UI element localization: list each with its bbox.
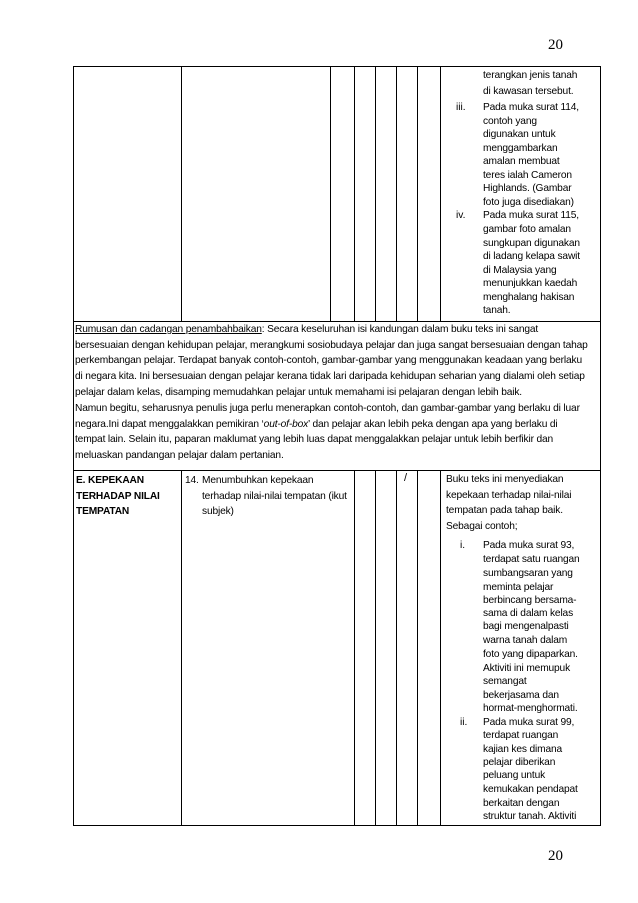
criterion-line: terhadap nilai-nilai tempatan (ikut (202, 491, 347, 502)
rumusan-line: Namun begitu, seharusnya penulis juga perlu menerapkan contoh-contoh, dan gambar-gambar yang berlaku di luar (75, 403, 580, 414)
item-ii-line: Pada muka surat 99, (483, 716, 575, 728)
item-i-line: warna tanah dalam (483, 635, 568, 647)
item-ii-line: kemukakan pendapat (483, 784, 578, 796)
rumusan-italic-term: out-of-box (263, 418, 309, 430)
rumusan-text: : Secara keseluruhan isi kandungan dalam buku teks ini sangat (261, 324, 539, 335)
item-iii-line: contoh yang (483, 115, 537, 127)
item-ii-tail-line: di kawasan tersebut. (483, 86, 574, 97)
item-iv-line: menunjukkan kaedah (483, 278, 578, 290)
item-iv-line: gambar foto amalan (483, 224, 571, 235)
item-i-line: semangat (483, 675, 527, 687)
col-divider (440, 66, 441, 321)
item-iii-number: iii. (456, 102, 466, 113)
table-top-border (73, 66, 601, 67)
criterion-line: Menumbuhkan kepekaan (202, 475, 314, 486)
item-ii-tail-line: terangkan jenis tanah (483, 70, 578, 81)
rumusan-paragraph-2 (75, 401, 599, 464)
item-ii-number: ii. (460, 716, 468, 728)
item-i-line: Pada muka surat 93, (483, 540, 575, 551)
row-divider-2 (73, 470, 601, 471)
rumusan-paragraph-1 (75, 322, 599, 401)
col-divider (181, 66, 182, 321)
item-iii-line: teres ialah Cameron (483, 169, 572, 181)
col-divider (375, 470, 376, 825)
item-iv-line: di ladang kelapa sawit (483, 251, 580, 263)
item-ii-line: peluang untuk (483, 770, 546, 782)
item-iv-line: Pada muka surat 115, (483, 210, 579, 222)
item-iii-line: amalan membuat (483, 156, 560, 168)
item-i-line: sama di dalam kelas (483, 608, 574, 620)
item-iv-line: tanah. (483, 305, 511, 317)
item-iii-line: foto juga disediakan) (483, 196, 574, 208)
rumusan-text: ’ dan pelajar akan lebih peka dengan apa yang berlaku di (308, 418, 558, 430)
item-iv-line: sungkupan digunakan (483, 237, 580, 249)
rumusan-label: Rumusan dan cadangan penambahbaikan (75, 324, 262, 335)
item-i-line: Aktiviti ini memupuk (483, 662, 571, 674)
item-ii-line: struktur tanah. Aktiviti (483, 811, 577, 822)
table-right-border (600, 66, 601, 825)
table-bottom-border (73, 825, 601, 826)
item-i-number: i. (460, 540, 466, 551)
comment-intro-line: Sebagai contoh; (446, 521, 518, 532)
item-iii-line: Highlands. (Gambar (483, 183, 572, 195)
criterion-line: subjek) (202, 506, 234, 517)
criterion-number: 14. (185, 475, 199, 486)
col-divider (417, 66, 418, 321)
item-iv-line: di Malaysia yang (483, 264, 557, 276)
item-i-line: meminta pelajar (483, 581, 554, 593)
item-ii-line: kajian kes dimana (483, 743, 562, 755)
item-i-line: hormat-menghormati. (483, 702, 578, 714)
section-heading-line: E. KEPEKAAN (76, 475, 144, 486)
col-divider (440, 470, 441, 825)
rumusan-line: di negara kita. Ini bersesuaian dengan pelajar kerana tidak lari daripada kehidupan seharian yang dialami oleh setiap (75, 371, 585, 383)
item-i-line: sumbangsaran yang (483, 567, 573, 579)
col-divider (354, 66, 355, 321)
rumusan-text: negara.Ini dapat menggalakkan pemikiran ‘ (75, 418, 264, 430)
item-i-line: terdapat satu ruangan (483, 553, 580, 565)
item-i-line: bekerjasama dan (483, 689, 559, 701)
rumusan-line: pelajar dalam kelas, disamping memudahkan pelajar untuk memahami isi pelajaran dengan lebih baik. (75, 386, 522, 398)
comment-intro-line: Buku teks ini menyediakan (446, 474, 564, 485)
rumusan-line: perkembangan pelajar. Terdapat banyak contoh-contoh, gambar-gambar yang menggunakan keadaan yang berlaku (75, 355, 582, 367)
item-ii-line: terdapat ruangan (483, 729, 559, 741)
col-divider (396, 66, 397, 321)
table-left-border (73, 66, 74, 825)
col-divider (181, 470, 182, 825)
item-ii-line: pelajar diberikan (483, 757, 556, 769)
rumusan-line: bersesuaian dengan kehidupan pelajar, merangkumi sosiobudaya pelajar dan juga sangat bersesuaian dengan tahap (75, 339, 588, 351)
item-i-line: foto yang dipaparkan. (483, 649, 578, 661)
page-number-top: 20 (548, 37, 563, 53)
item-ii-line: berkaitan dengan (483, 798, 560, 809)
col-divider (375, 66, 376, 321)
col-divider (330, 66, 331, 321)
item-iv-number: iv. (456, 210, 466, 222)
item-iv-line: menghalang hakisan (483, 291, 575, 303)
rumusan-line: tempat lain. Selain itu, paparan maklumat yang lebih luas dapat menggalakkan pelajar untuk lebih berfikir dan (75, 434, 554, 446)
item-iii-line: menggambarkan (483, 142, 558, 154)
item-iii-line: Pada muka surat 114, (483, 102, 579, 113)
item-iii-line: digunakan untuk (483, 129, 556, 141)
col-divider (396, 470, 397, 825)
item-i-line: berbincang bersama- (483, 594, 577, 606)
section-heading-line: TERHADAP NILAI (76, 491, 160, 502)
section-heading-line: TEMPATAN (76, 506, 130, 517)
comment-intro-line: tempatan pada tahap baik. (446, 505, 563, 516)
col-divider (354, 470, 355, 825)
item-i-line: bagi mengenalpasti (483, 621, 569, 633)
col-divider (417, 470, 418, 825)
comment-intro-line: kepekaan terhadap nilai-nilai (446, 490, 572, 501)
rumusan-line: meluaskan pandangan pelajar dalam pertanian. (75, 450, 284, 462)
page-number-bottom: 20 (548, 848, 563, 864)
rating-mark: / (404, 472, 408, 484)
